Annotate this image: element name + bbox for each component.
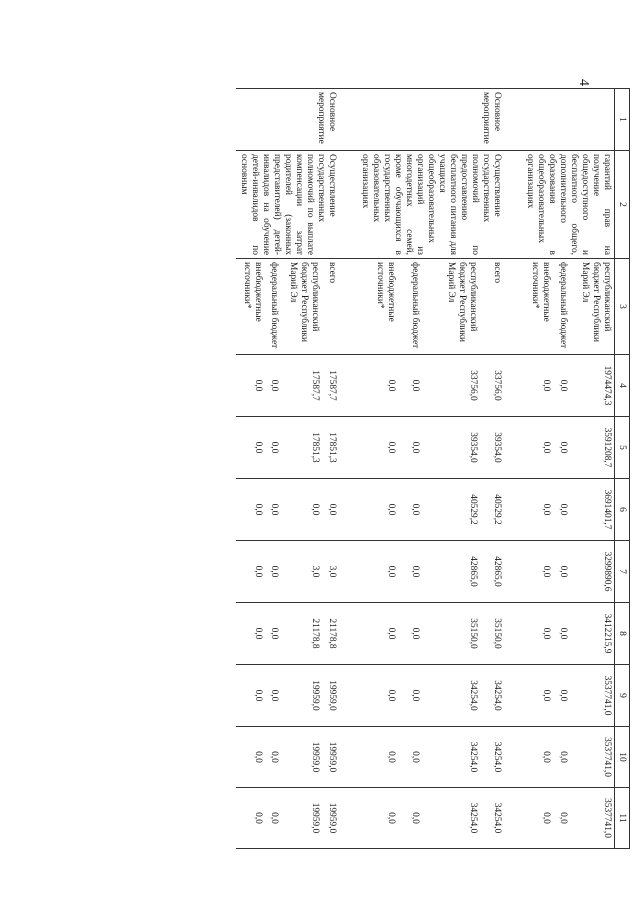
col-number: 3 [615, 259, 630, 355]
value-cell: 39354,0 [480, 417, 504, 479]
value-cell: 0,0 [236, 355, 265, 417]
funding-source: всего [322, 259, 339, 355]
value-cell: 19959,0 [322, 665, 339, 727]
activity-label [522, 89, 615, 151]
value-cell: 0,0 [236, 788, 265, 849]
value-cell: 0,0 [265, 665, 282, 727]
funding-source: всего [480, 259, 504, 355]
value-cell: 0,0 [265, 479, 282, 541]
value-cell: 33756,0 [422, 355, 480, 417]
activity-description: Осуществление государственных полномочий по предоставлению бесплатного питания для учащихся общеобразовательных организаций из многодетных семей, кроме обучающихся в государственных образовательных организациях [357, 151, 504, 259]
value-cell: 0,0 [265, 788, 282, 849]
value-cell: 0,0 [398, 665, 422, 727]
value-cell: 34254,0 [422, 665, 480, 727]
value-cell: 1974474,3 [570, 355, 614, 417]
activity-label: Основное мероприятие [357, 89, 504, 151]
value-cell: 17851,3 [322, 417, 339, 479]
value-cell: 3537741,0 [570, 727, 614, 788]
value-cell: 0,0 [236, 541, 265, 603]
value-cell: 0,0 [398, 727, 422, 788]
funding-source: республиканский бюджет Республики Марий Эл [570, 259, 614, 355]
value-cell: 0,0 [553, 479, 571, 541]
value-cell: 0,0 [553, 603, 571, 665]
value-cell: 19959,0 [322, 788, 339, 849]
value-cell: 3537741,0 [570, 788, 614, 849]
funding-source: республиканский бюджет Республики Марий Эл [422, 259, 480, 355]
value-cell: 0,0 [553, 417, 571, 479]
value-cell: 0,0 [265, 417, 282, 479]
value-cell: 0,0 [398, 541, 422, 603]
value-cell: 0,0 [398, 355, 422, 417]
value-cell: 0,0 [522, 727, 553, 788]
value-cell: 0,0 [357, 727, 398, 788]
funding-source: республиканский бюджет Республики Марий Эл [281, 259, 322, 355]
column-number-row [615, 89, 630, 849]
value-cell: 40529,2 [422, 479, 480, 541]
value-cell: 39354,0 [422, 417, 480, 479]
funding-source: федеральный бюджет [398, 259, 422, 355]
value-cell: 17851,3 [281, 417, 322, 479]
value-cell: 0,0 [553, 541, 571, 603]
value-cell: 0,0 [553, 355, 571, 417]
value-cell: 34254,0 [422, 727, 480, 788]
value-cell: 19959,0 [281, 788, 322, 849]
value-cell: 34254,0 [480, 727, 504, 788]
value-cell: 0,0 [357, 479, 398, 541]
value-cell: 34254,0 [480, 665, 504, 727]
value-cell: 0,0 [265, 603, 282, 665]
col-number: 2 [615, 151, 630, 259]
value-cell: 3299890,6 [570, 541, 614, 603]
table-row [322, 89, 339, 849]
value-cell: 0,0 [357, 788, 398, 849]
col-number: 11 [615, 788, 630, 849]
value-cell: 0,0 [357, 541, 398, 603]
value-cell: 0,0 [236, 479, 265, 541]
value-cell: 42865,0 [480, 541, 504, 603]
activity-description: гарантий прав на получение общедоступного и бесплатного общего, дополнительного образования в общеобразовательных организациях [522, 151, 615, 259]
activity-description: Осуществление государственных полномочий по выплате компенсации затрат родителей (законных представителей) детей-инвалидов на обучение детей-инвалидов по основным [236, 151, 339, 259]
value-cell: 17587,7 [281, 355, 322, 417]
funding-source: внебюджетные источники* [522, 259, 553, 355]
value-cell: 3412215,9 [570, 603, 614, 665]
table-row [480, 89, 504, 849]
value-cell: 33756,0 [480, 355, 504, 417]
value-cell: 0,0 [236, 727, 265, 788]
value-cell: 3,0 [281, 541, 322, 603]
value-cell: 17587,7 [322, 355, 339, 417]
value-cell: 3,0 [322, 541, 339, 603]
value-cell: 3591208,7 [570, 417, 614, 479]
value-cell: 0,0 [553, 727, 571, 788]
value-cell: 21178,8 [281, 603, 322, 665]
value-cell: 34254,0 [422, 788, 480, 849]
value-cell: 19959,0 [281, 727, 322, 788]
row-gap [504, 89, 522, 849]
value-cell: 0,0 [357, 603, 398, 665]
value-cell: 0,0 [553, 665, 571, 727]
value-cell: 0,0 [357, 355, 398, 417]
value-cell: 19959,0 [322, 727, 339, 788]
activity-label: Основное мероприятие [236, 89, 339, 151]
table-row [570, 89, 614, 849]
value-cell: 0,0 [357, 417, 398, 479]
value-cell: 0,0 [281, 479, 322, 541]
funding-source: внебюджетные источники* [357, 259, 398, 355]
col-number: 5 [615, 417, 630, 479]
value-cell: 0,0 [522, 603, 553, 665]
value-cell: 0,0 [522, 417, 553, 479]
value-cell: 3691401,7 [570, 479, 614, 541]
value-cell: 0,0 [398, 788, 422, 849]
col-number: 1 [615, 89, 630, 151]
value-cell: 0,0 [398, 479, 422, 541]
value-cell: 0,0 [522, 788, 553, 849]
value-cell: 19959,0 [281, 665, 322, 727]
value-cell: 0,0 [322, 479, 339, 541]
value-cell: 42865,0 [422, 541, 480, 603]
value-cell: 0,0 [265, 727, 282, 788]
value-cell: 35150,0 [480, 603, 504, 665]
value-cell: 0,0 [398, 603, 422, 665]
budget-table [236, 88, 630, 849]
row-gap [339, 89, 357, 849]
value-cell: 0,0 [522, 665, 553, 727]
value-cell: 0,0 [522, 479, 553, 541]
col-number: 8 [615, 603, 630, 665]
value-cell: 0,0 [265, 355, 282, 417]
value-cell: 0,0 [236, 417, 265, 479]
value-cell: 0,0 [553, 788, 571, 849]
value-cell: 0,0 [398, 417, 422, 479]
value-cell: 3537741,0 [570, 665, 614, 727]
value-cell: 0,0 [522, 541, 553, 603]
value-cell: 21178,8 [322, 603, 339, 665]
col-number: 4 [615, 355, 630, 417]
value-cell: 0,0 [236, 603, 265, 665]
col-number: 6 [615, 479, 630, 541]
col-number: 9 [615, 665, 630, 727]
value-cell: 0,0 [357, 665, 398, 727]
value-cell: 0,0 [236, 665, 265, 727]
value-cell: 40529,2 [480, 479, 504, 541]
funding-source: внебюджетные источники* [236, 259, 265, 355]
page-number: 4 [576, 79, 591, 86]
value-cell: 35150,0 [422, 603, 480, 665]
value-cell: 0,0 [265, 541, 282, 603]
funding-source: федеральный бюджет [265, 259, 282, 355]
value-cell: 34254,0 [480, 788, 504, 849]
funding-source: федеральный бюджет [553, 259, 571, 355]
value-cell: 0,0 [522, 355, 553, 417]
col-number: 10 [615, 727, 630, 788]
rotated-table-container [100, 88, 630, 848]
col-number: 7 [615, 541, 630, 603]
